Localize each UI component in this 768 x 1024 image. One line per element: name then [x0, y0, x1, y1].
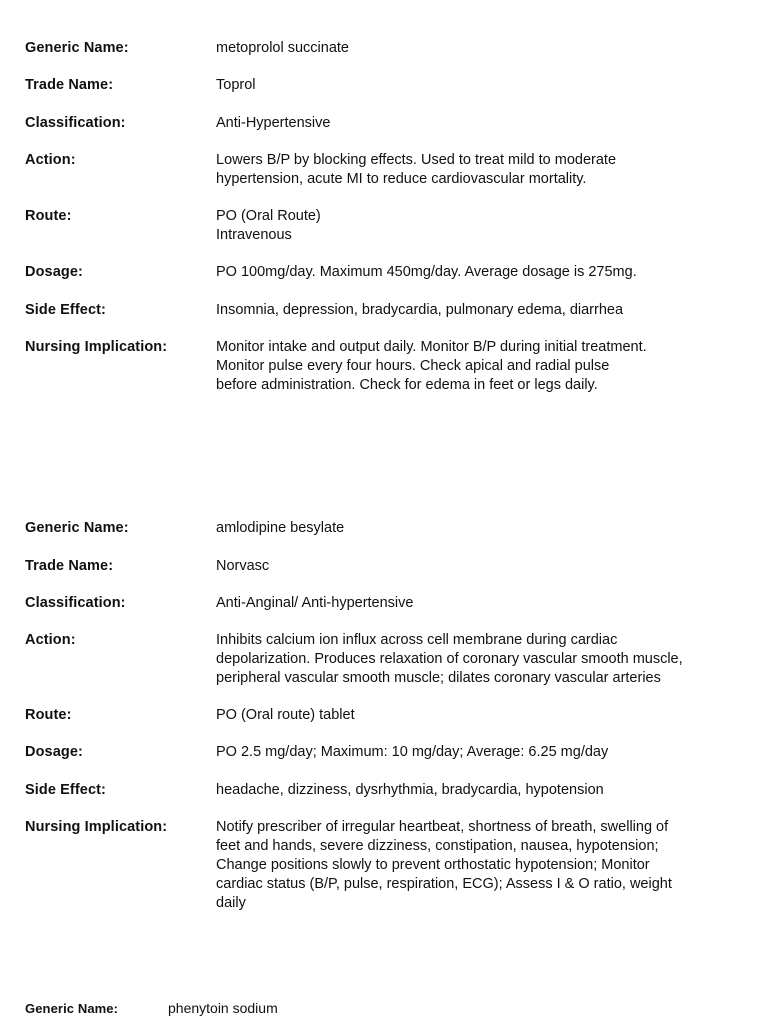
- value-line: Lowers B/P by blocking effects. Used to treat mild to moderate: [216, 152, 617, 168]
- dosage-label: Dosage:: [25, 744, 83, 760]
- generic-name-label: Generic Name:: [25, 40, 129, 56]
- value-line: Inhibits calcium ion influx across cell membrane during cardiac: [216, 632, 618, 648]
- action-value: [216, 631, 746, 688]
- route-value: [216, 706, 746, 725]
- value-line: metoprolol succinate: [216, 40, 349, 56]
- route-label: Route:: [25, 208, 72, 224]
- classification-label: Classification:: [25, 595, 126, 611]
- trade-name-value: [216, 76, 746, 95]
- value-line: before administration. Check for edema in feet or legs daily.: [216, 377, 598, 393]
- generic-name-label: Generic Name:: [25, 1001, 119, 1016]
- side-effect-value: [216, 781, 746, 800]
- generic-name-value: [216, 519, 746, 538]
- value-line: Toprol: [216, 77, 256, 93]
- classification-value: [216, 114, 746, 133]
- classification-value: [216, 594, 746, 613]
- classification-label: Classification:: [25, 115, 126, 131]
- value-line: feet and hands, severe dizziness, constipation, nausea, hypotension;: [216, 838, 659, 854]
- value-line: Insomnia, depression, bradycardia, pulmonary edema, diarrhea: [216, 302, 624, 318]
- value-line: Change positions slowly to prevent orthostatic hypotension; Monitor: [216, 857, 650, 873]
- route-label: Route:: [25, 707, 72, 723]
- value-line: amlodipine besylate: [216, 520, 345, 536]
- side-effect-value: [216, 301, 746, 320]
- value-line: phenytoin sodium: [168, 1000, 278, 1016]
- trade-name-label: Trade Name:: [25, 558, 114, 574]
- value-line: PO 100mg/day. Maximum 450mg/day. Average dosage is 275mg.: [216, 264, 637, 280]
- value-line: PO (Oral Route): [216, 208, 321, 224]
- nursing-implication-value: [216, 338, 746, 395]
- value-line: Notify prescriber of irregular heartbeat, shortness of breath, swelling of: [216, 819, 669, 835]
- side-effect-label: Side Effect:: [25, 782, 106, 798]
- value-line: Anti-Hypertensive: [216, 115, 331, 131]
- action-label: Action:: [25, 632, 76, 648]
- action-value: [216, 151, 746, 189]
- value-line: hypertension, acute MI to reduce cardiovascular mortality.: [216, 171, 587, 187]
- route-value: [216, 207, 746, 245]
- dosage-value: [216, 263, 746, 282]
- nursing-implication-label: Nursing Implication:: [25, 339, 168, 355]
- dosage-label: Dosage:: [25, 264, 83, 280]
- nursing-implication-label: Nursing Implication:: [25, 819, 168, 835]
- value-line: PO (Oral route) tablet: [216, 707, 355, 723]
- value-line: Norvasc: [216, 558, 270, 574]
- value-line: Anti-Anginal/ Anti-hypertensive: [216, 595, 414, 611]
- action-label: Action:: [25, 152, 76, 168]
- dosage-value: [216, 743, 746, 762]
- trade-name-label: Trade Name:: [25, 77, 114, 93]
- value-line: depolarization. Produces relaxation of coronary vascular smooth muscle,: [216, 651, 683, 667]
- trade-name-value: [216, 557, 746, 576]
- generic-name-value: [168, 999, 698, 1018]
- value-line: cardiac status (B/P, pulse, respiration, ECG); Assess I & O ratio, weight: [216, 876, 672, 892]
- value-line: Monitor pulse every four hours. Check apical and radial pulse: [216, 358, 610, 374]
- value-line: Monitor intake and output daily. Monitor B/P during initial treatment.: [216, 339, 647, 355]
- value-line: Intravenous: [216, 227, 292, 243]
- value-line: daily: [216, 895, 246, 911]
- generic-name-value: [216, 39, 746, 58]
- value-line: peripheral vascular smooth muscle; dilates coronary vascular arteries: [216, 670, 661, 686]
- value-line: headache, dizziness, dysrhythmia, bradycardia, hypotension: [216, 782, 604, 798]
- generic-name-label: Generic Name:: [25, 520, 129, 536]
- value-line: PO 2.5 mg/day; Maximum: 10 mg/day; Average: 6.25 mg/day: [216, 744, 609, 760]
- side-effect-label: Side Effect:: [25, 302, 106, 318]
- nursing-implication-value: [216, 818, 746, 913]
